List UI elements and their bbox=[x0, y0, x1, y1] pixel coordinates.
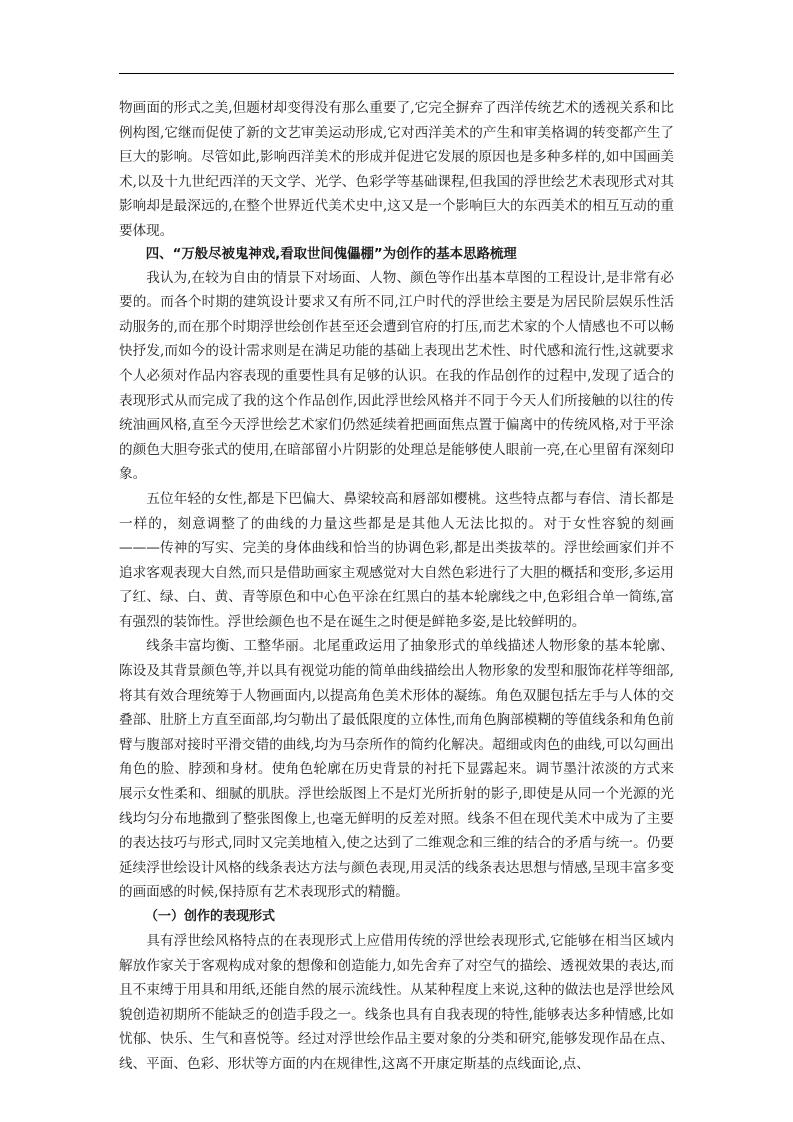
document-body bbox=[119, 96, 674, 1077]
header-rule bbox=[119, 73, 674, 74]
subsection-heading: （一）创作的表现形式 bbox=[145, 909, 276, 924]
paragraph-1: 物画面的形式之美,但题材却变得没有那么重要了,它完全摒弃了西洋传统艺术的透视关系和比例构图,它继而促使了新的文艺审美运动形成,它对西洋美术的产生和审美格调的转变都产生了巨大的影响。尽管如此,影响西洋美术的形成并促进它发展的原因也是多种多样的,如中国画美术,以及十九世纪西洋的天文学、光学、色彩学等基础课程,但我国的浮世绘艺术表现形式对其影响却是最深远的,在整个世界近代美术史中,这又是一个影响巨大的东西美术的相互互动的重要体现。 bbox=[119, 100, 674, 239]
paragraph-3: 五位年轻的女性,都是下巴偏大、鼻梁较高和唇部如樱桃。这些特点都与春信、清长都是一样的，刻意调整了的曲线的力量这些都是是其他人无法比拟的。对于女性容貌的刻画———传神的写实、完美的身体曲线和恰当的协调色彩,都是出类拔萃的。浮世绘画家们并不追求客观表现大自然,而只是借助画家主观感觉对大自然色彩进行了大胆的概括和变形,多运用了红、绿、白、黄、青等原色和中心色平涂在红黑白的基本轮廓线之中,色彩组合单一简练,富有强烈的装饰性。浮世绘颜色也不是在诞生之时便是鲜艳多姿,是比较鲜明的。 bbox=[119, 490, 674, 630]
paragraph-5: 具有浮世绘风格特点的在表现形式上应借用传统的浮世绘表现形式,它能够在相当区域内解放作家关于客观构成对象的想像和创造能力,如先舍弃了对空气的描绘、透视效果的表达,而且不束缚于用具和用纸,还能自然的展示流线性。从某种程度上来说,这种的做法也是浮世绘风貌创造初期所不能缺乏的创造手段之一。线条也具有自我表现的特性,能够表达多种情感,比如忧郁、快乐、生气和喜悦等。经过对浮世绘作品主要对象的分类和研究,能够发现作品在点、线、平面、色彩、形状等方面的内在规律性,这离不开康定斯基的点线面论,点、 bbox=[119, 933, 674, 1072]
section-heading: 四、“万般尽被鬼神戏,看取世间傀儡棚”为创作的基本思路梳理 bbox=[145, 246, 517, 262]
paragraph-4: 线条丰富均衡、工整华丽。北尾重政运用了抽象形式的单线描述人物形象的基本轮廓、陈设及其背景颜色等,并以具有视觉功能的简单曲线描绘出人物形象的发型和服饰花样等细部,将其有效合理统筹于人物画面内,以提高角色美术形体的凝练。角色双腿包括左手与人体的交叠部、肚脐上方直至面部,均匀勒出了最低限度的立体性,而角色胸部模糊的等值线条和角色前臂与腹部对接时平滑交错的曲线,均为马奈所作的简约化解决。超细或肉色的曲线,可以勾画出角色的脸、脖颈和身材。使角色轮廓在历史背景的衬托下显露起来。调节墨汁浓淡的方式来展示女性柔和、细腻的肌肤。浮世绘版图上不是灯光所折射的影子,即使是从同一个光源的光线均匀分布地撒到了整张图像上,也毫无鲜明的反差对照。线条不但在现代美术中成为了主要的表达技巧与形式,同时又完美地植入,使之达到了二维观念和三维的结合的矛盾与统一。仍要延续浮世绘设计风格的线条表达方法与颜色表现,用灵活的线条表达思想与情感,呈现丰富多变的画面感的时候,保持原有艺术表现形式的精髓。 bbox=[119, 638, 674, 901]
paragraph-2: 我认为,在较为自由的情景下对场面、人物、颜色等作出基本草图的工程设计,是非常有必要的。而各个时期的建筑设计要求又有所不同,江户时代的浮世绘主要是为居民阶层娱乐性活动服务的,而在那个时期浮世绘创作甚至还会遭到官府的打压,而艺术家的个人情感也不可以畅快抒发,而如今的设计需求则是在满足功能的基础上表现出艺术性、时代感和流行性,这就要求个人必须对作品内容表现的重要性具有足够的认识。在我的作品创作的过程中,发现了适合的表现形式从而完成了我的这个作品创作,因此浮世绘风格并不同于今天人们所接触的以往的传统油画风格,直至今天浮世绘艺术家们仍然延续着把画面焦点置于偏离中的传统风格,对于平涂的颜色大胆夸张式的使用,在暗部留小片阴影的处理总是能够使人眼前一亮,在心里留有深刻印象。 bbox=[119, 269, 674, 483]
